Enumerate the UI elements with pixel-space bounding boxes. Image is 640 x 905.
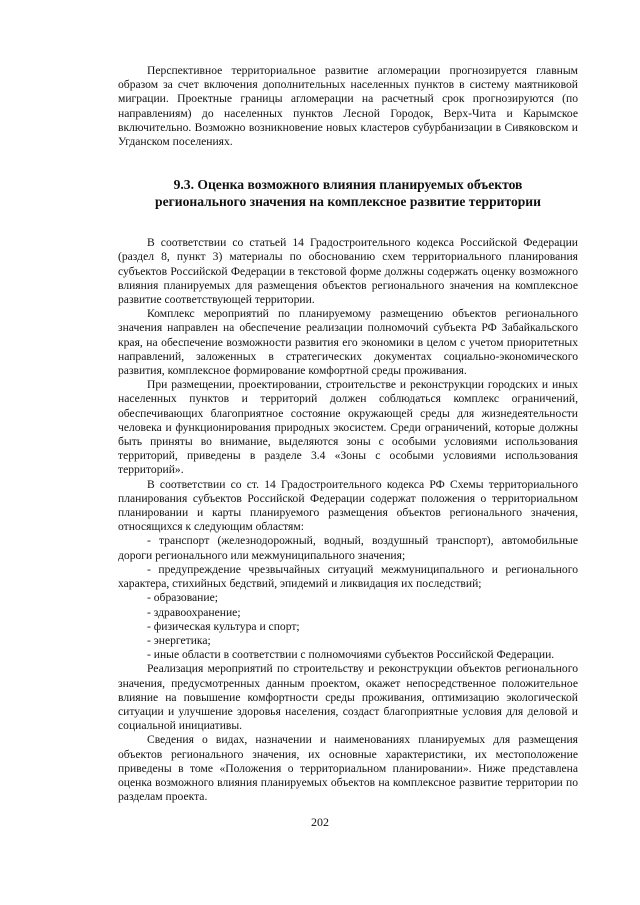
- list-item: - энергетика;: [147, 633, 211, 647]
- list-item: - физическая культура и спорт;: [147, 619, 300, 633]
- list-item: - предупреждение чрезвычайных ситуаций межмуниципального и регионального характера, стихийных бедствий, эпидемий и ликвидация их последствий;: [118, 562, 578, 591]
- section-heading-line-1: 9.3. Оценка возможного влияния планируемых объектов: [173, 177, 523, 193]
- paragraph-scheme-contents: В соответствии со ст. 14 Градостроительного кодекса РФ Схемы территориального планирования субъектов Российской Федерации содержат положения о территориальном планировании и карты планируемого размещения объектов регионального значения, относящихся к следующим областям:: [118, 477, 578, 534]
- list-item: - образование;: [147, 591, 218, 605]
- list-item: - транспорт (железнодорожный, водный, воздушный транспорт), автомобильные дороги регионального или межмуниципального значения;: [118, 534, 578, 562]
- section-heading-line-2: регионального значения на комплексное развитие территории: [155, 194, 541, 210]
- section-heading: [118, 176, 578, 210]
- list-item: - иные области в соответствии с полномочиями субъектов Российской Федерации.: [147, 648, 555, 662]
- paragraph-information: Сведения о видах, назначении и наименованиях планируемых для размещения объектов регионального значения, их основные характеристики, их местоположение приведены в томе «Положения о территориальном планировании». Ниже представлена оценка возможного влияния планируемых объектов на комплексное развитие территории по разделам проекта.: [118, 733, 578, 804]
- paragraph-implementation: Реализация мероприятий по строительству и реконструкции объектов регионального значения, предусмотренных данным проектом, окажет непосредственное положительное влияние на повышение комфортности среды проживания, оптимизацию экологической ситуации и улучшение здоровья населения, создаст благоприятные условия для деловой и социальной инициативы.: [118, 662, 578, 733]
- paragraph-restrictions: При размещении, проектировании, строительстве и реконструкции городских и иных населенных пунктов и территорий должен соблюдаться комплекс ограничений, обеспечивающих благоприятное состояние окружающей среды для жизнедеятельности человека и функционирования природных экосистем. Среди ограничений, которые должны быть приняты во внимание, выделяются зоны с особыми условиями использования территорий, приведены в разделе 3.4 «Зоны с особыми условиями использования территорий».: [118, 378, 578, 477]
- intro-paragraph: Перспективное территориальное развитие агломерации прогнозируется главным образом за счет включения дополнительных населенных пунктов в систему маятниковой миграции. Проектные границы агломерации на расчетный срок прогнозируются (по направлениям) до населенных пунктов Лесной Городок, Верх-Чита и Карымское включительно. Возможно возникновение новых кластеров субурбанизации в Сивяковском и Угданском поселениях.: [118, 64, 578, 149]
- page-number: 202: [311, 815, 329, 829]
- page-content: [118, 64, 578, 804]
- paragraph-article-14: В соответствии со статьей 14 Градостроительного кодекса Российской Федерации (раздел 8, пункт 3) материалы по обоснованию схем территориального планирования субъектов Российской Федерации в текстовой форме должны содержать оценку возможного влияния планируемых для размещения объектов регионального значения на комплексное развитие соответствующей территории.: [118, 236, 578, 307]
- paragraph-measures-complex: Комплекс мероприятий по планируемому размещению объектов регионального значения направлен на обеспечение реализации полномочий субъекта РФ Забайкальского края, на обеспечение возможности развития его экономики в целом с учетом приоритетных направлений, заложенных в стратегических документах социально-экономического развития, комплексное формирование комфортной среды проживания.: [118, 307, 578, 378]
- areas-list: [118, 534, 578, 662]
- list-item: - здравоохранение;: [147, 605, 241, 619]
